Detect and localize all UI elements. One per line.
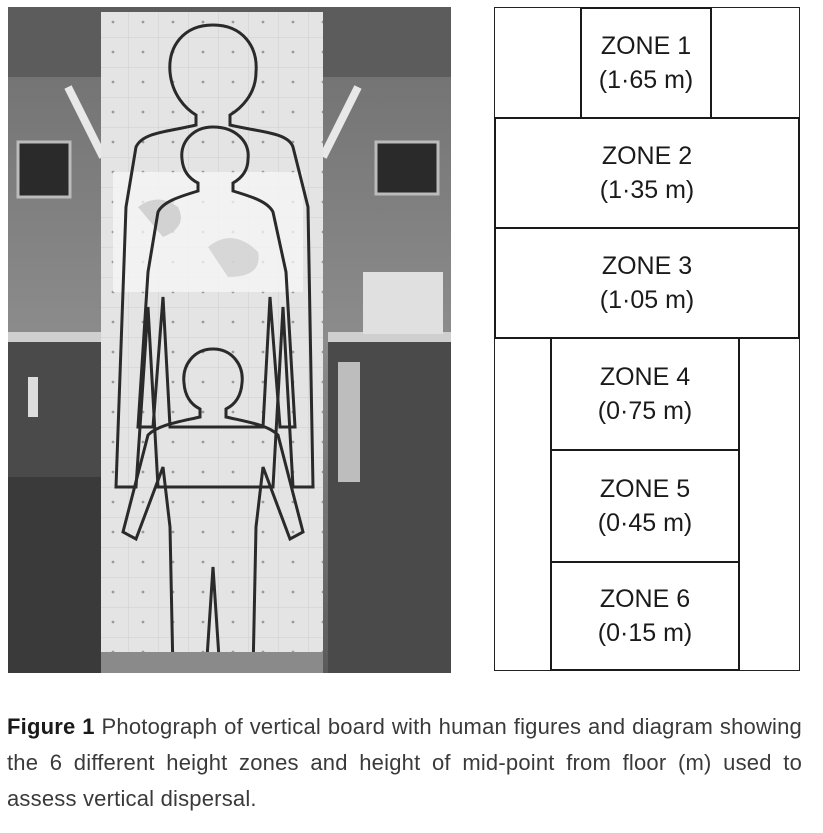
caption-text: Photograph of vertical board with human figures and diagram showing the 6 different height zones and height of mid-point from floor (m) used to assess vertical dispersal. <box>7 714 802 811</box>
left-monitor <box>18 142 70 197</box>
zone-1-label: ZONE 1 <box>600 32 692 60</box>
zone-6-label: ZONE 6 <box>599 585 691 613</box>
zone-6-box <box>550 561 740 671</box>
zone-5-height: (0·45 m) <box>597 509 693 537</box>
zone-1-box <box>580 7 712 119</box>
zone-4-box <box>550 337 740 451</box>
zone-2-box <box>494 117 800 229</box>
figure-caption <box>7 709 802 817</box>
zone-4-height: (0·75 m) <box>597 397 693 425</box>
zone-3-height: (1·05 m) <box>599 286 695 314</box>
zone-2-label: ZONE 2 <box>601 142 693 170</box>
zone-5-label: ZONE 5 <box>599 475 691 503</box>
zone-1-height: (1·65 m) <box>598 66 694 94</box>
zone-2-height: (1·35 m) <box>599 176 695 204</box>
board-photograph <box>8 7 451 673</box>
zone-4-label: ZONE 4 <box>599 363 691 391</box>
height-zone-diagram <box>494 7 800 671</box>
zone-5-box <box>550 449 740 563</box>
zone-6-height: (0·15 m) <box>597 619 693 647</box>
right-monitor <box>376 142 438 194</box>
zone-3-box <box>494 227 800 339</box>
figure-label: Figure 1 <box>7 714 95 739</box>
zone-3-label: ZONE 3 <box>601 252 693 280</box>
